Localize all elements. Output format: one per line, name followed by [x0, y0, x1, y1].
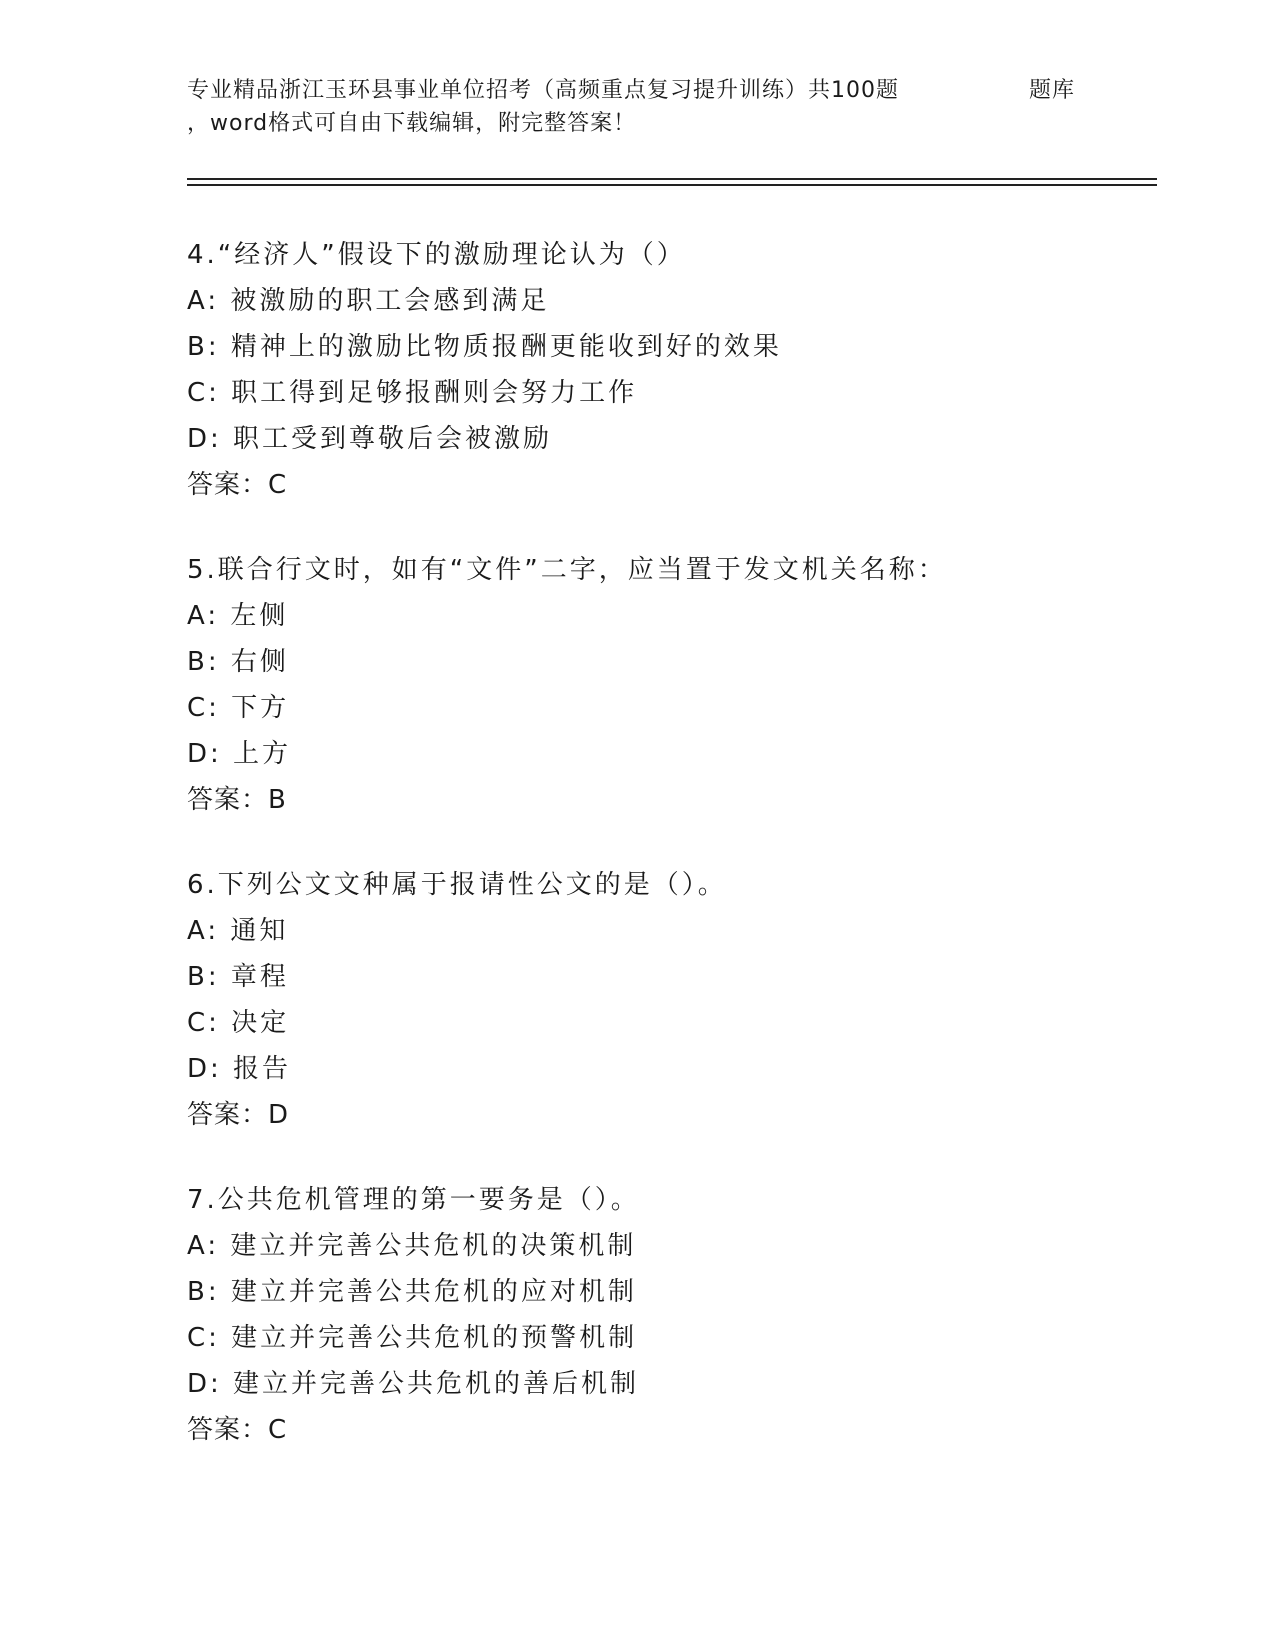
option-d: D: 上方: [187, 739, 292, 769]
option-b: B: 精神上的激励比物质报酬更能收到好的效果: [187, 332, 782, 362]
option-c: C: 建立并完善公共危机的预警机制: [187, 1323, 638, 1353]
header-label: 题库: [1029, 78, 1076, 103]
option-c: C: 下方: [187, 693, 290, 723]
option-d: D: 建立并完善公共危机的善后机制: [187, 1369, 640, 1399]
question-6: [187, 862, 1147, 1138]
header-divider-top: [187, 178, 1157, 180]
answer: 答案：C: [187, 1415, 288, 1445]
option-c: C: 决定: [187, 1008, 290, 1038]
header-divider-bottom: [187, 184, 1157, 186]
option-d: D: 职工受到尊敬后会被激励: [187, 424, 553, 454]
option-a: A: 建立并完善公共危机的决策机制: [187, 1231, 637, 1261]
option-a: A: 被激励的职工会感到满足: [187, 286, 550, 316]
option-b: B: 建立并完善公共危机的应对机制: [187, 1277, 637, 1307]
question-text: 6.下列公文文种属于报请性公文的是（）。: [187, 870, 727, 900]
option-c: C: 职工得到足够报酬则会努力工作: [187, 378, 638, 408]
question-7: [187, 1177, 1147, 1453]
question-5: [187, 547, 1147, 823]
question-4: [187, 232, 1147, 508]
page-header: [187, 74, 1157, 140]
option-b: B: 章程: [187, 962, 289, 992]
question-text: 5.联合行文时，如有“文件”二字，应当置于发文机关名称：: [187, 555, 947, 585]
header-title: 专业精品浙江玉环县事业单位招考（高频重点复习提升训练）共100题: [187, 78, 899, 103]
question-list: [187, 232, 1147, 1492]
option-d: D: 报告: [187, 1054, 292, 1084]
answer: 答案：C: [187, 470, 288, 500]
header-subtitle: ，word格式可自由下载编辑，附完整答案！: [187, 111, 637, 136]
option-b: B: 右侧: [187, 647, 289, 677]
option-a: A: 通知: [187, 916, 289, 946]
question-text: 4.“经济人”假设下的激励理论认为（）: [187, 240, 686, 270]
answer: 答案：B: [187, 785, 287, 815]
answer: 答案：D: [187, 1100, 290, 1130]
option-a: A: 左侧: [187, 601, 289, 631]
question-text: 7.公共危机管理的第一要务是（）。: [187, 1185, 640, 1215]
